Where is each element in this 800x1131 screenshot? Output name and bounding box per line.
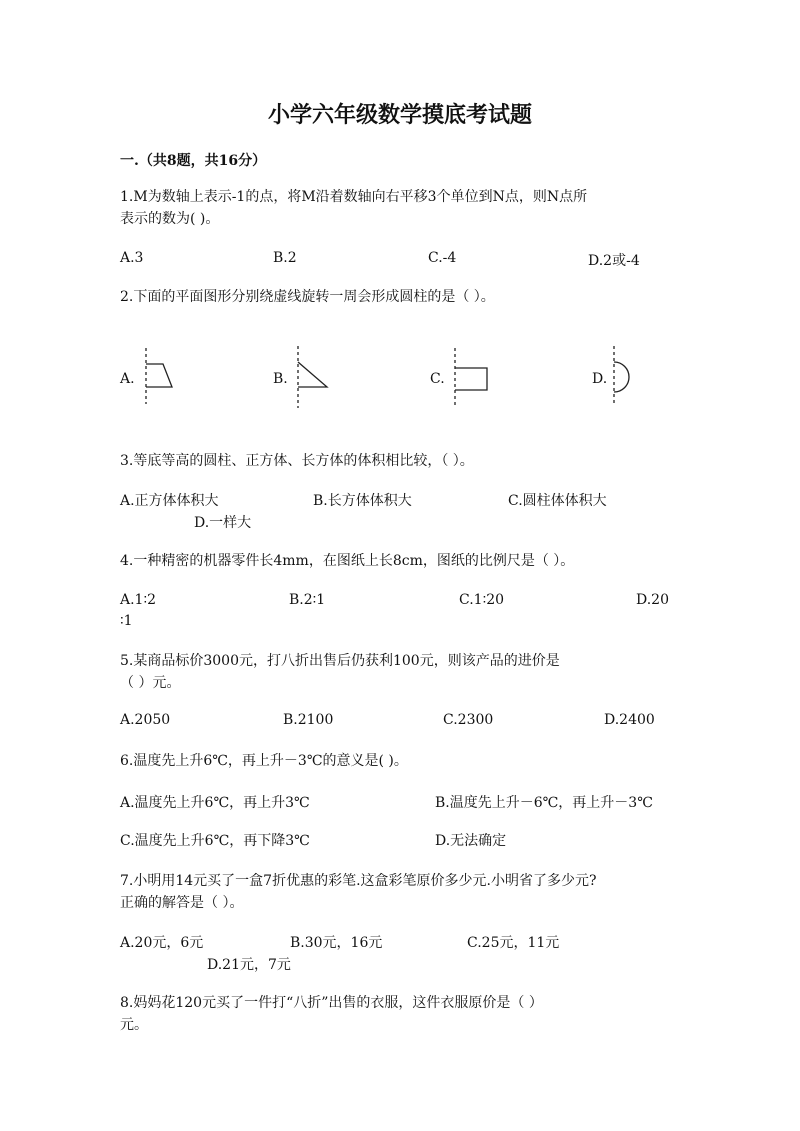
option-d[interactable]: D.无法确定 (435, 833, 507, 849)
question-4-text: 4.一种精密的机器零件长4mm，在图纸上长8cm，图纸的比例尺是（ ）。 (120, 553, 575, 569)
question-8-text (120, 992, 543, 1036)
option-c[interactable]: C.25元，11元 (467, 935, 560, 951)
question-line: 1.M为数轴上表示-1的点，将M沿着数轴向右平移3个单位到N点，则N点所 (120, 189, 588, 205)
option-a[interactable]: A.温度先上升6℃，再上升3℃ (120, 795, 310, 811)
option-b[interactable]: B.长方体体积大 (313, 493, 412, 509)
option-a[interactable]: A.2050 (120, 712, 171, 728)
option-a[interactable]: A. (120, 371, 135, 387)
option-b[interactable]: B. (273, 371, 288, 387)
option-d[interactable]: D.21元，7元 (207, 957, 291, 973)
option-d[interactable]: D. (592, 371, 608, 387)
option-d[interactable]: D.20 (636, 592, 669, 608)
option-a[interactable]: A.3 (120, 250, 144, 266)
question-line: 表示的数为( )。 (120, 211, 220, 227)
page-title: 小学六年级数学摸底考试题 (267, 102, 532, 128)
option-c[interactable]: C.温度先上升6℃，再下降3℃ (120, 833, 310, 849)
option-c[interactable]: C.圆柱体体积大 (508, 493, 607, 509)
question-line: 5.某商品标价3000元，打八折出售后仍获利100元，则该产品的进价是 (120, 653, 560, 669)
trapezoid-figure (138, 346, 178, 406)
option-b[interactable]: B.2 (273, 250, 297, 266)
triangle-figure (290, 346, 332, 410)
question-line: （ ）元。 (120, 675, 181, 691)
question-line: 8.妈妈花120元买了一件打“八折”出售的衣服，这件衣服原价是（ ） (120, 995, 543, 1011)
option-d[interactable]: D.2400 (604, 712, 655, 728)
semicircle-figure (608, 346, 640, 408)
option-c[interactable]: C.-4 (428, 250, 457, 266)
question-1-text (120, 186, 587, 230)
option-c[interactable]: C. (430, 371, 445, 387)
rectangle-figure (448, 348, 494, 410)
option-c[interactable]: C.1∶20 (459, 592, 505, 608)
option-c[interactable]: C.2300 (443, 712, 494, 728)
option-d[interactable]: D.一样大 (194, 515, 252, 531)
section-heading: 一.（共8题，共16分） (120, 153, 267, 169)
option-a[interactable]: A.正方体体积大 (120, 493, 219, 509)
option-b[interactable]: B.30元，16元 (290, 935, 383, 951)
question-5-text (120, 650, 560, 694)
option-b[interactable]: B.2∶1 (289, 592, 326, 608)
question-line: 7.小明用14元买了一盒7折优惠的彩笔.这盒彩笔原价多少元.小明省了多少元? (120, 873, 597, 889)
option-d-continued: ∶1 (120, 613, 133, 629)
question-2-text: 2.下面的平面图形分别绕虚线旋转一周会形成圆柱的是（ ）。 (120, 289, 495, 305)
question-7-text (120, 870, 596, 914)
question-6-text: 6.温度先上升6℃，再上升－3℃的意义是( )。 (120, 753, 408, 769)
question-line: 正确的解答是（ ）。 (120, 895, 244, 911)
option-d[interactable]: D.2或-4 (588, 253, 640, 269)
option-b[interactable]: B.温度先上升－6℃，再上升－3℃ (435, 795, 653, 811)
option-a[interactable]: A.1∶2 (120, 592, 157, 608)
option-a[interactable]: A.20元，6元 (120, 935, 204, 951)
question-line: 元。 (120, 1017, 148, 1033)
question-3-text: 3.等底等高的圆柱、正方体、长方体的体积相比较，（ ）。 (120, 453, 474, 469)
option-b[interactable]: B.2100 (283, 712, 334, 728)
